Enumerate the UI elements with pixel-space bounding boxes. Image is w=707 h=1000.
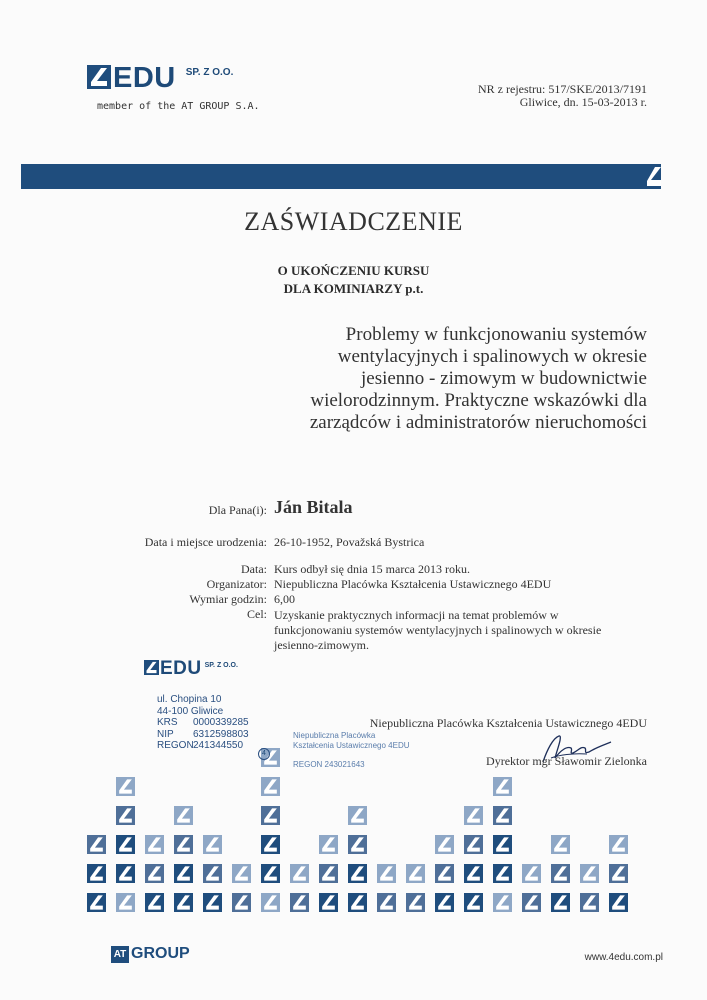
- hours-row: [0, 592, 707, 608]
- decorative-4-tile: [261, 806, 280, 825]
- decorative-4-tile: [348, 806, 367, 825]
- certificate-title: ZAŚWIADCZENIE: [244, 207, 463, 236]
- decorative-4-tile: [609, 835, 628, 854]
- decorative-4-tile: [319, 893, 338, 912]
- director-name: Dyrektor mgr Sławomir Zielonka: [486, 754, 647, 768]
- course-topic: [187, 324, 647, 434]
- organizer-row: [0, 577, 707, 593]
- decorative-4-tile: [174, 864, 193, 883]
- decorative-4-tile: [493, 835, 512, 854]
- stamp-nip: [157, 729, 249, 741]
- date-row: [0, 562, 707, 578]
- stamp-logo-suffix: SP. Z O.O.: [204, 662, 238, 669]
- band-4-icon: [647, 166, 661, 187]
- decorative-4-tile: [116, 806, 135, 825]
- logo-text: EDU: [113, 62, 176, 94]
- subtitle-line: O UKOŃCZENIU KURSU: [277, 263, 430, 278]
- decorative-4-tile: [464, 806, 483, 825]
- decorative-4-tile: [261, 864, 280, 883]
- decorative-4-tile: [348, 835, 367, 854]
- decorative-4-tile: [551, 893, 570, 912]
- decorative-4-tile: [319, 835, 338, 854]
- recipient-row: [0, 497, 707, 521]
- decorative-4-tile: [174, 893, 193, 912]
- decorative-4-tile: [464, 835, 483, 854]
- company-stamp: [144, 658, 266, 757]
- decorative-4-tile: [551, 864, 570, 883]
- recipient-name: Ján Bitala: [274, 497, 353, 517]
- decorative-4-tile: [464, 864, 483, 883]
- institution-stamp: [293, 731, 410, 770]
- registry-block: [478, 83, 647, 109]
- regon-label: REGON: [157, 740, 194, 751]
- goal-label: Cel:: [247, 607, 267, 621]
- registry-number: NR z rejestru: 517/SKE/2013/7191: [478, 82, 647, 96]
- decorative-4-tile: [116, 864, 135, 883]
- decorative-4-tile: [464, 893, 483, 912]
- goal-value: Uzyskanie praktycznych informacji na temat problemów w funkcjonowaniu systemów wentylacyjnych i spalinowych w okresie jesienno-zimowym.: [274, 608, 602, 652]
- decorative-4-tile: [493, 893, 512, 912]
- 4edu-logo-icon: [87, 65, 111, 89]
- recipient-label: Dla Pana(i):: [208, 503, 267, 517]
- birth-value: 26-10-1952, Považská Bystrica: [274, 535, 425, 549]
- member-note: member of the AT GROUP S.A.: [97, 101, 260, 112]
- organizer-value: Niepubliczna Placówka Kształcenia Ustawicznego 4EDU: [274, 577, 552, 591]
- stamp-regon: [157, 740, 249, 752]
- decorative-4-tile: [377, 864, 396, 883]
- website: www.4edu.com.pl: [584, 952, 663, 963]
- topic-line: wielorodzinnym. Praktyczne wskazówki dla: [310, 390, 647, 411]
- decorative-4-tile: [435, 835, 454, 854]
- hours-label: Wymiar godzin:: [189, 592, 267, 606]
- decorative-4-tile: [522, 893, 541, 912]
- decorative-4-tile: [493, 864, 512, 883]
- date-label: Data:: [241, 562, 267, 576]
- stamp2-regon: REGON 243021643: [293, 760, 365, 769]
- header-band: [21, 164, 661, 189]
- birth-row: [0, 535, 707, 551]
- regon-value: 241344550: [193, 740, 244, 751]
- decorative-4-tile: [116, 835, 135, 854]
- stamp-city: 44-100 Gliwice: [157, 705, 224, 717]
- group-text: GROUP: [131, 945, 190, 962]
- stamp-circle-number: 4: [258, 748, 270, 760]
- decorative-4-tile: [580, 893, 599, 912]
- decorative-4-tile: [319, 864, 338, 883]
- decorative-4-tile: [435, 893, 454, 912]
- topic-line: jesienno - zimowym w budownictwie: [360, 368, 647, 389]
- decorative-4-tile: [261, 893, 280, 912]
- stamp2-line: Kształcenia Ustawicznego 4EDU: [293, 741, 410, 750]
- logo-suffix: SP. Z O.O.: [185, 67, 234, 78]
- decorative-4-tile: [580, 864, 599, 883]
- birth-label: Data i miejsce urodzenia:: [144, 535, 267, 549]
- stamp-krs: [157, 717, 249, 729]
- stamp-street: ul. Chopina 10: [157, 694, 222, 705]
- decorative-4-tile: [203, 835, 222, 854]
- at-badge: AT: [111, 946, 129, 963]
- topic-line: wentylacyjnych i spalinowych w okresie: [337, 346, 647, 367]
- decorative-4-tile: [609, 864, 628, 883]
- 4edu-logo-icon: [144, 660, 159, 675]
- decorative-4-tile: [87, 864, 106, 883]
- stamp-logo: [144, 660, 238, 678]
- decorative-4-tile: [261, 835, 280, 854]
- decorative-4-tile: [232, 864, 251, 883]
- decorative-4-tile: [174, 806, 193, 825]
- krs-value: 0000339285: [193, 717, 249, 728]
- organizer-label: Organizator:: [206, 577, 267, 591]
- date-value: Kurs odbył się dnia 15 marca 2013 roku.: [274, 562, 470, 576]
- decorative-4-tile: [522, 864, 541, 883]
- nip-value: 6312598803: [193, 728, 249, 740]
- nip-label: NIP: [157, 728, 174, 740]
- decorative-4-tile: [290, 893, 309, 912]
- decorative-4-tile: [87, 835, 106, 854]
- place-date: Gliwice, dn. 15-03-2013 r.: [519, 95, 647, 109]
- stamp-logo-text: EDU: [160, 658, 202, 679]
- decorative-4-tile: [377, 893, 396, 912]
- decorative-4-tile: [551, 835, 570, 854]
- decorative-4-tile: [261, 777, 280, 796]
- topic-line: Problemy w funkcjonowaniu systemów: [345, 324, 647, 345]
- decorative-4-tile: [290, 864, 309, 883]
- decorative-4-tile: [609, 893, 628, 912]
- decorative-4-tile: [493, 806, 512, 825]
- signature-institution: Niepubliczna Placówka Kształcenia Ustawicznego 4EDU: [369, 716, 647, 730]
- decorative-4-tile: [435, 864, 454, 883]
- decorative-4-tile: [145, 835, 164, 854]
- decorative-4-tile: [348, 893, 367, 912]
- decorative-4-tile: [203, 864, 222, 883]
- krs-label: KRS: [157, 717, 178, 728]
- stamp2-line: Niepubliczna Placówka: [293, 731, 376, 740]
- decorative-4-tile: [145, 864, 164, 883]
- decorative-4-tile: [116, 777, 135, 796]
- decorative-4-tile: [203, 893, 222, 912]
- decorative-4-tile: [348, 864, 367, 883]
- decorative-4-tile: [174, 835, 193, 854]
- decorative-4-tile: [87, 893, 106, 912]
- at-group-logo: [111, 945, 190, 963]
- decorative-4-tile: [406, 893, 425, 912]
- stamp-address: [157, 694, 249, 752]
- decorative-4-tile: [145, 893, 164, 912]
- certificate-subtitle: [0, 262, 707, 298]
- topic-line: zarządców i administratorów nieruchomości: [309, 412, 647, 433]
- hours-value: 6,00: [274, 592, 295, 606]
- decorative-4-tile: [232, 893, 251, 912]
- decorative-4-tile: [493, 777, 512, 796]
- subtitle-line: DLA KOMINIARZY p.t.: [283, 281, 424, 296]
- decorative-4-tile: [116, 893, 135, 912]
- company-logo: [87, 62, 234, 94]
- decorative-4-tile: [406, 864, 425, 883]
